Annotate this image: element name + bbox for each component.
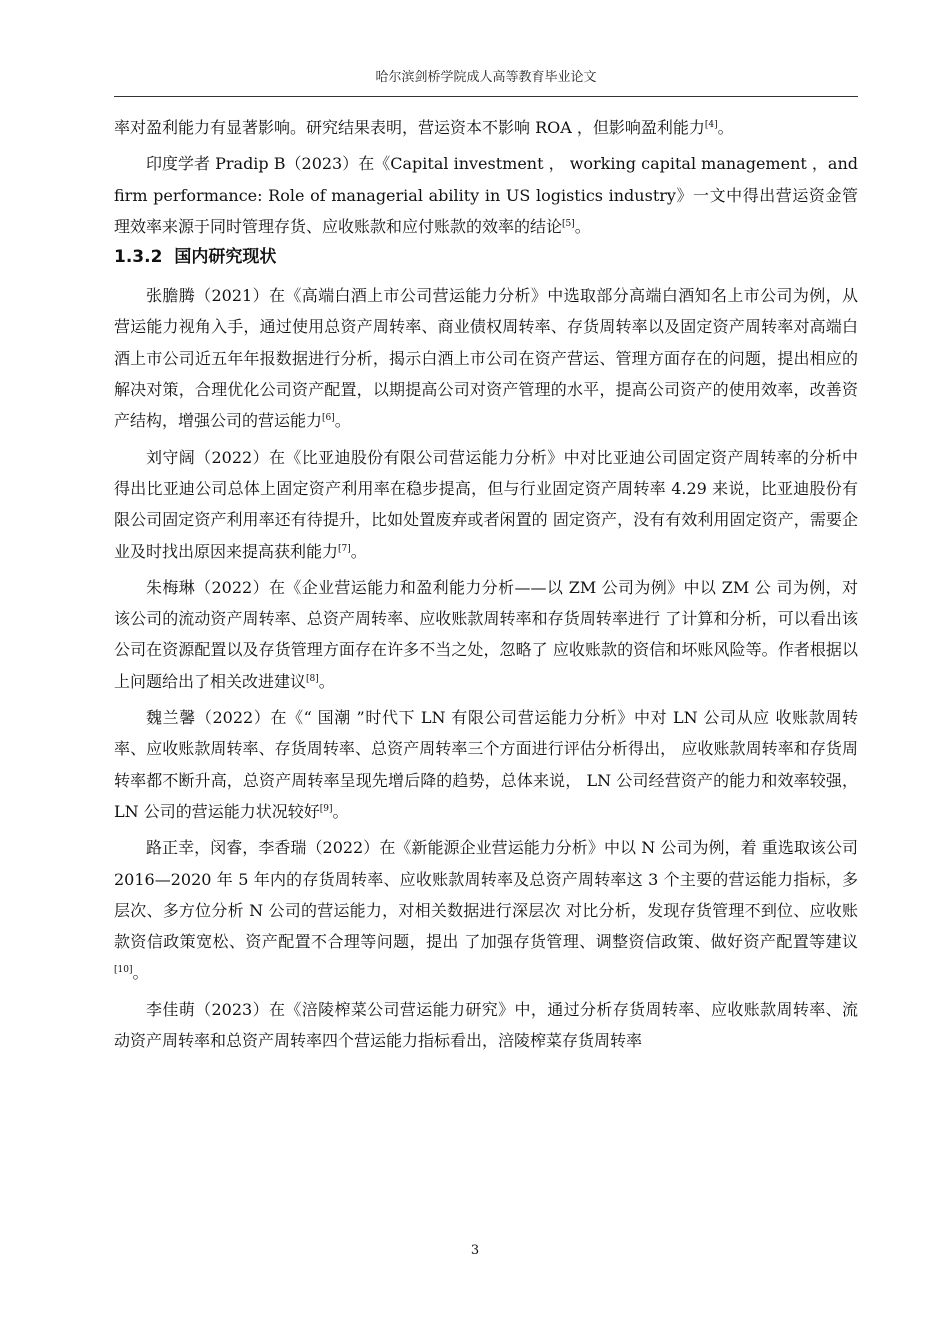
document-body bbox=[114, 112, 858, 1061]
paragraph-end: 。 bbox=[132, 963, 149, 983]
paragraph-end: 。 bbox=[318, 671, 335, 691]
citation-ref: [6] bbox=[322, 413, 335, 424]
citation-ref: [7] bbox=[338, 543, 351, 554]
paragraph-end: 。 bbox=[350, 541, 367, 561]
paragraph-text: 朱梅琳（2022）在《企业营运能力和盈利能力分析——以 ZM 公司为例》中以 ZM 公 司为例，对该公司的流动资产周转率、总资产周转率、应收账款周转率和存货周转率进行 了计算和分析，可以看出该公司在资源配置以及存货管理方面存在许多不当之处，忽略了 应收账款的资信和坏账风险等。作者根据以上问题给出了相关改进建议 bbox=[114, 577, 858, 691]
paragraph-lu bbox=[114, 832, 858, 988]
paragraph-text: 张膽腾（2021）在《高端白酒上市公司营运能力分析》中选取部分高端白酒知名上市公司为例，从营运能力视角入手，通过使用总资产周转率、商业债权周转率、存货周转率以及固定资产周转率对高端白酒上市公司近五年年报数据进行分析，揭示白酒上市公司在资产营运、管理方面存在的问题，提出相应的解决对策，合理优化公司资产配置，以期提高公司对资产管理的水平，提高公司资产的使用效率，改善资产结构，增强公司的营运能力 bbox=[114, 286, 858, 431]
paragraph-zhu bbox=[114, 572, 858, 697]
paragraph-end: 。 bbox=[717, 118, 734, 137]
citation-ref: [5] bbox=[562, 218, 575, 229]
section-title: 国内研究现状 bbox=[174, 247, 277, 268]
paragraph-zhang bbox=[114, 280, 858, 436]
page-header: 哈尔滨剑桥学院成人高等教育毕业论文 bbox=[375, 70, 597, 85]
paragraph-text: 路正幸，闵睿，李香瑞（2022）在《新能源企业营运能力分析》中以 N 公司为例，着 重选取该公司 2016—2020 年 5 年内的存货周转率、应收账款周转率及总资产周转率这 3 个主要的营运能力指标，多层次、多方位分析 N 公司的营运能力，对相关数据进行深层次 对比分析，发现存货管理不到位、应收账款资信政策宽松、资产配置不合理等问题，提出 了加强存货管理、调整资信政策、做好资产配置等建议 bbox=[114, 838, 858, 952]
paragraph-text: 率对盈利能力有显著影响。研究结果表明，营运资本不影响 ROA ，但影响盈利能力 bbox=[114, 118, 705, 137]
paragraph-liu bbox=[114, 442, 858, 567]
header-divider bbox=[114, 96, 858, 97]
paragraph-end: 。 bbox=[574, 216, 591, 236]
paragraph-wei bbox=[114, 702, 858, 827]
citation-ref: [10] bbox=[114, 965, 133, 976]
citation-ref: [8] bbox=[306, 673, 319, 684]
paragraph-end: 。 bbox=[332, 801, 349, 821]
page-number: 3 bbox=[470, 1243, 480, 1258]
citation-ref: [9] bbox=[319, 803, 333, 814]
paragraph-text: 李佳萌（2023）在《涪陵榨菜公司营运能力研究》中，通过分析存货周转率、应收账款周转率、流动资产周转率和总资产周转率四个营运能力指标看出，涪陵榨菜存货周转率 bbox=[114, 999, 858, 1051]
paragraph-text: 印度学者 Pradip B（2023）在《Capital investment ， working capital management ，and firm performance: Role of managerial ability in US logistics industry》一文中得出营运资金管 理效率来源于同时管理存货、应收账款和应付账款的效率的结论 bbox=[114, 154, 858, 236]
section-heading bbox=[114, 242, 858, 272]
continued-paragraph bbox=[114, 112, 858, 143]
paragraph-text: 魏兰馨（2022）在《“ 国潮 ”时代下 LN 有限公司营运能力分析》中对 LN 公司从应 收账款周转率、应收账款周转率、存货周转率、总资产周转率三个方面进行评估分析得出， 应收账款周转率和存货周转率都不断升高，总资产周转率呈现先增后降的趋势，总体来说， LN 公司经营资产的能力和效率较强，LN 公司的营运能力状况较好 bbox=[114, 708, 858, 821]
paragraph-li bbox=[114, 994, 858, 1057]
paragraph-end: 。 bbox=[334, 411, 351, 431]
section-number: 1.3.2 bbox=[114, 247, 163, 268]
citation-ref: [4] bbox=[704, 120, 718, 130]
paragraph-pradip bbox=[114, 148, 858, 242]
paragraph-text: 刘守阔（2022）在《比亚迪股份有限公司营运能力分析》中对比亚迪公司固定资产周转率的分析中得出比亚迪公司总体上固定资产利用率在稳步提高，但与行业固定资产周转率 4.29 来说，比亚迪股份有限公司固定资产利用率还有待提升，比如处置废弃或者闲置的 固定资产，没有有效利用固定资产，需要企业及时找出原因来提高获利能力 bbox=[114, 447, 858, 561]
